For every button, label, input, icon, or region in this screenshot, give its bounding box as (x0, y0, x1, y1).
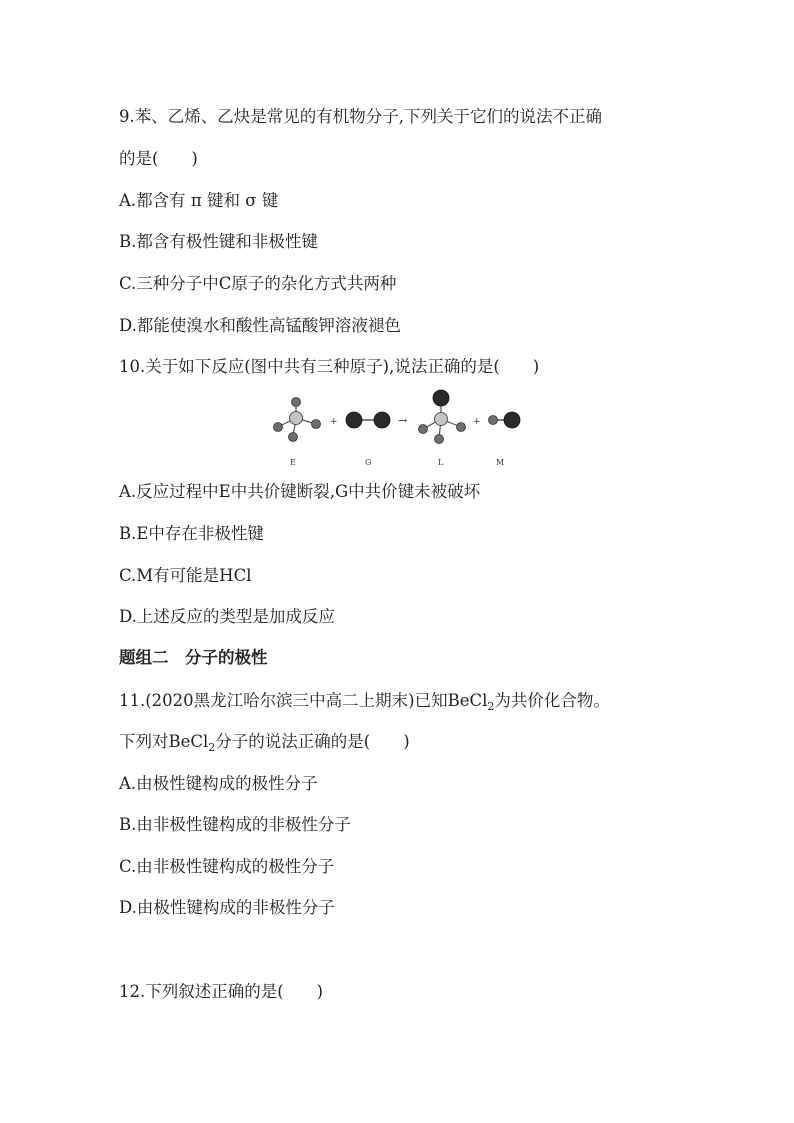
q9-option-b: B.都含有极性键和非极性键 (119, 232, 318, 251)
label-l: L (438, 458, 444, 467)
q11-line2-post: 分子的说法正确的是( ) (215, 732, 410, 751)
label-m: M (496, 458, 505, 467)
q9-stem-line1: 9.苯、乙烯、乙炔是常见的有机物分子,下列关于它们的说法不正确 (119, 107, 602, 126)
q9-option-d: D.都能使溴水和酸性高锰酸钾溶液褪色 (119, 316, 401, 335)
q11-stem-line1 (119, 690, 610, 714)
q10-option-b: B.E中存在非极性键 (119, 524, 264, 543)
plus-sign-2: + (473, 417, 481, 427)
q10-option-a: A.反应过程中E中共价键断裂,G中共价键未被破坏 (119, 482, 481, 501)
q9-option-c: C.三种分子中C原子的杂化方式共两种 (119, 274, 397, 293)
q9-option-a: A.都含有 π 键和 σ 键 (119, 191, 279, 210)
molecule-e (274, 398, 321, 442)
q10-stem: 10.关于如下反应(图中共有三种原子),说法正确的是( ) (119, 357, 540, 376)
molecule-m (489, 412, 521, 428)
q10-option-c: C.M有可能是HCl (119, 566, 252, 585)
plus-sign-1: + (330, 417, 338, 427)
label-e: E (290, 458, 296, 467)
q11-stem-line2 (119, 731, 410, 755)
q11-line2-pre: 下列对BeCl (119, 732, 209, 751)
section-heading: 题组二 分子的极性 (119, 648, 268, 667)
molecule-l (419, 390, 466, 444)
q11-stem-subscript: 2 (487, 700, 495, 713)
q9-stem-line2: 的是( ) (119, 149, 198, 168)
molecule-g (346, 412, 390, 428)
q10-reaction-figure (260, 385, 530, 475)
q11-stem-post: 为共价化合物。 (494, 691, 610, 710)
q11-stem-pre: 11.(2020黑龙江哈尔滨三中高二上期末)已知BeCl (119, 691, 488, 710)
q11-option-c: C.由非极性键构成的极性分子 (119, 857, 335, 876)
q11-line2-subscript: 2 (208, 741, 216, 754)
q12-stem: 12.下列叙述正确的是( ) (119, 982, 324, 1001)
q11-option-b: B.由非极性键构成的非极性分子 (119, 815, 351, 834)
q11-option-a: A.由极性键构成的极性分子 (119, 774, 318, 793)
label-g: G (365, 458, 372, 467)
reaction-arrow: → (398, 414, 408, 427)
q11-option-d: D.由极性键构成的非极性分子 (119, 898, 335, 917)
q10-option-d: D.上述反应的类型是加成反应 (119, 607, 335, 626)
